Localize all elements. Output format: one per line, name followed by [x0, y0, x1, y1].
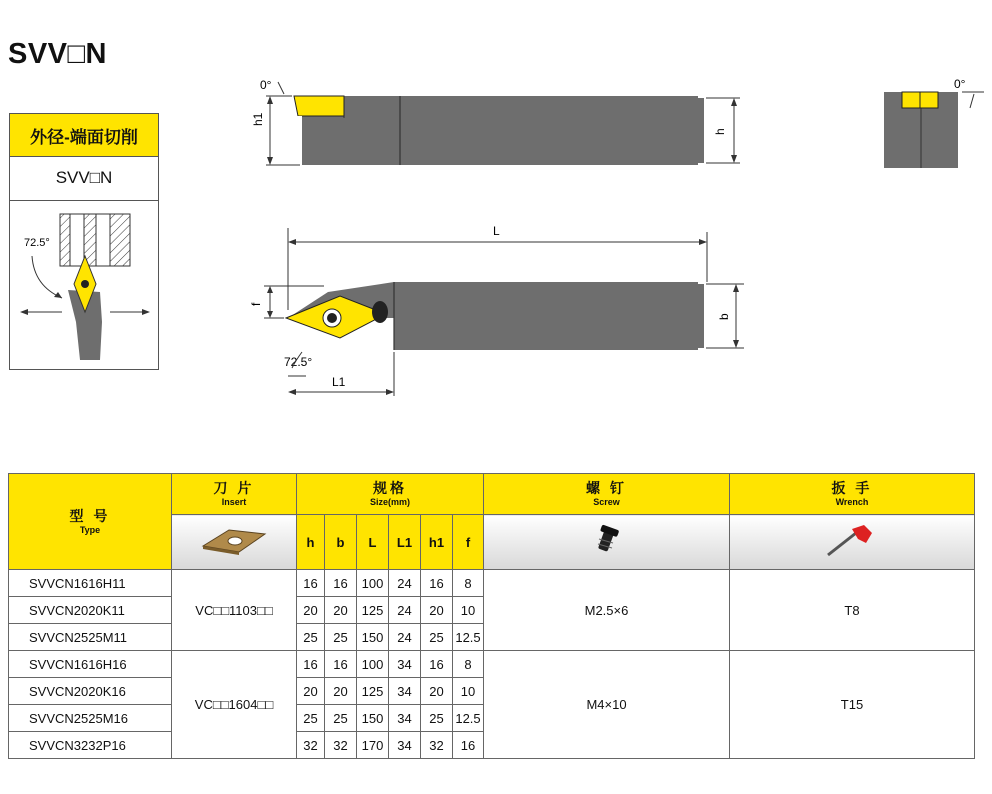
- page-title: SVV□N: [8, 38, 107, 70]
- h-cell: 16: [297, 570, 325, 597]
- h-cell: 25: [297, 705, 325, 732]
- arrow-head: [267, 96, 273, 104]
- insert-cell: VC□□1604□□: [172, 651, 297, 759]
- side-notch: [296, 116, 302, 165]
- L1-cell: 24: [389, 570, 421, 597]
- application-title: 外径-端面切削: [10, 114, 158, 157]
- h1-cell: 25: [421, 705, 453, 732]
- insert-header: 刀 片 Insert: [172, 474, 297, 515]
- dim-header: h1: [421, 515, 453, 570]
- h-label: h: [713, 128, 727, 135]
- insert-icon: [199, 524, 269, 558]
- application-model: SVV□N: [10, 156, 158, 201]
- arrow-head: [20, 309, 28, 315]
- top-view: [249, 224, 744, 396]
- side-view: [251, 78, 740, 165]
- model-cell: SVVCN2020K11: [9, 597, 172, 624]
- side-angle-label: 0°: [260, 78, 272, 92]
- arrow-head: [267, 157, 273, 165]
- arrow-head: [267, 311, 273, 318]
- h1-cell: 32: [421, 732, 453, 759]
- L-cell: 125: [357, 597, 389, 624]
- model-cell: SVVCN2020K16: [9, 678, 172, 705]
- insert-cell: VC□□1103□□: [172, 570, 297, 651]
- L1-cell: 34: [389, 678, 421, 705]
- b-cell: 25: [325, 624, 357, 651]
- h-cell: 20: [297, 597, 325, 624]
- arrow-head: [733, 340, 739, 348]
- h1-cell: 20: [421, 678, 453, 705]
- side-shank-end: [698, 98, 704, 163]
- L-cell: 100: [357, 570, 389, 597]
- type-header: 型 号 Type: [9, 474, 172, 570]
- model-cell: SVVCN3232P16: [9, 732, 172, 759]
- h1-cell: 20: [421, 597, 453, 624]
- side-insert: [294, 96, 344, 116]
- arrow-head: [142, 309, 150, 315]
- h-cell: 32: [297, 732, 325, 759]
- b-cell: 16: [325, 570, 357, 597]
- dim-header: f: [453, 515, 484, 570]
- spec-table: [8, 473, 975, 759]
- angle-arrow: [970, 94, 974, 108]
- workpiece-groove: [70, 214, 84, 266]
- dim-header: b: [325, 515, 357, 570]
- f-cell: 10: [453, 678, 484, 705]
- h1-cell: 16: [421, 570, 453, 597]
- clamp-slot: [372, 301, 388, 323]
- model-cell: SVVCN1616H11: [9, 570, 172, 597]
- b-label: b: [717, 313, 731, 320]
- arrow-head: [267, 286, 273, 293]
- arrow-head: [731, 98, 737, 106]
- model-cell: SVVCN2525M11: [9, 624, 172, 651]
- b-cell: 16: [325, 651, 357, 678]
- b-cell: 20: [325, 597, 357, 624]
- dim-header: h: [297, 515, 325, 570]
- f-cell: 16: [453, 732, 484, 759]
- arrow-head: [288, 389, 296, 395]
- h-cell: 20: [297, 678, 325, 705]
- arrow-head: [386, 389, 394, 395]
- end-view: [878, 72, 988, 172]
- L-cell: 170: [357, 732, 389, 759]
- b-cell: 20: [325, 678, 357, 705]
- wrench-icon: [822, 521, 882, 561]
- h-cell: 25: [297, 624, 325, 651]
- arrow-head: [288, 239, 296, 245]
- angle-arc: [32, 256, 62, 298]
- h1-cell: 16: [421, 651, 453, 678]
- angle-label: 72.5°: [24, 237, 50, 249]
- top-shank-end: [698, 284, 704, 348]
- f-cell: 12.5: [453, 705, 484, 732]
- screw-icon: [587, 521, 627, 561]
- wrench-image-cell: [730, 515, 975, 570]
- insert-image-cell: [172, 515, 297, 570]
- L1-label: L1: [332, 375, 346, 389]
- insert-screw: [327, 313, 337, 323]
- dim-header: L1: [389, 515, 421, 570]
- table-row: [9, 651, 975, 678]
- arrow-head: [731, 155, 737, 163]
- f-cell: 12.5: [453, 624, 484, 651]
- wrench-header: 扳 手 Wrench: [730, 474, 975, 515]
- size-header: 规格 Size(mm): [297, 474, 484, 515]
- f-cell: 8: [453, 651, 484, 678]
- screw-image-cell: [484, 515, 730, 570]
- L-cell: 150: [357, 624, 389, 651]
- insert-screw: [81, 280, 89, 288]
- L1-cell: 24: [389, 597, 421, 624]
- tool-drawing: [240, 60, 760, 400]
- f-cell: 8: [453, 570, 484, 597]
- application-box: [9, 113, 159, 370]
- L-cell: 125: [357, 678, 389, 705]
- h1-cell: 25: [421, 624, 453, 651]
- cutting-diagram: [10, 200, 158, 370]
- f-cell: 10: [453, 597, 484, 624]
- L-cell: 100: [357, 651, 389, 678]
- screw-cell: M2.5×6: [484, 570, 730, 651]
- model-cell: SVVCN2525M16: [9, 705, 172, 732]
- L1-cell: 34: [389, 651, 421, 678]
- end-angle-label: 0°: [954, 77, 966, 91]
- h1-label: h1: [251, 112, 265, 126]
- model-cell: SVVCN1616H16: [9, 651, 172, 678]
- L1-cell: 34: [389, 705, 421, 732]
- h-cell: 16: [297, 651, 325, 678]
- arrow-head: [699, 239, 707, 245]
- side-shank: [302, 96, 698, 165]
- screw-header: 螺 钉 Screw: [484, 474, 730, 515]
- angle-arrow: [278, 82, 284, 94]
- application-figure: [10, 200, 158, 370]
- b-cell: 32: [325, 732, 357, 759]
- L1-cell: 34: [389, 732, 421, 759]
- L-label: L: [493, 224, 500, 238]
- workpiece-groove: [96, 214, 110, 266]
- f-label: f: [249, 302, 263, 306]
- table-row: [9, 570, 975, 597]
- dim-header: L: [357, 515, 389, 570]
- wrench-cell: T15: [730, 651, 975, 759]
- angle-label: 72.5°: [284, 355, 313, 369]
- screw-cell: M4×10: [484, 651, 730, 759]
- arrow-head: [733, 284, 739, 292]
- b-cell: 25: [325, 705, 357, 732]
- L1-cell: 24: [389, 624, 421, 651]
- L-cell: 150: [357, 705, 389, 732]
- wrench-cell: T8: [730, 570, 975, 651]
